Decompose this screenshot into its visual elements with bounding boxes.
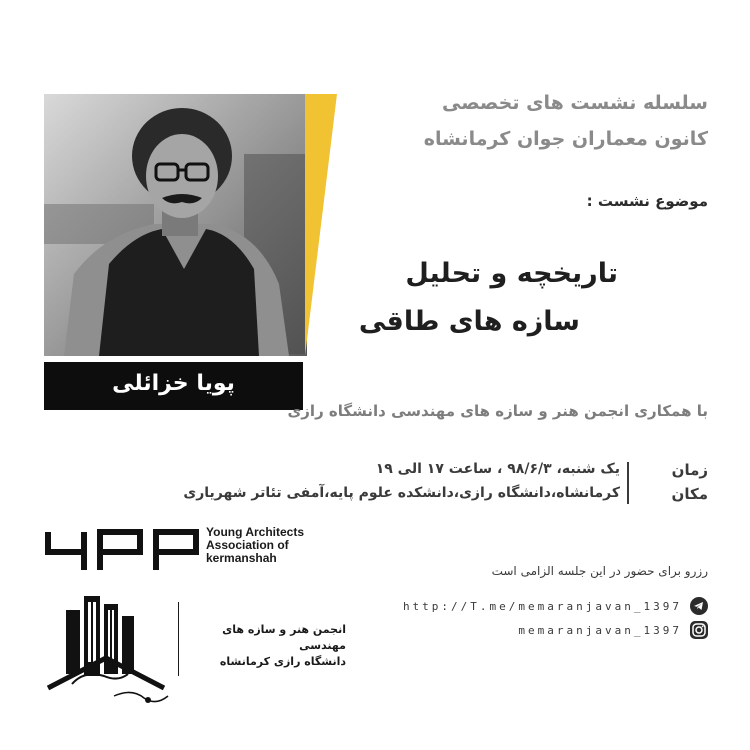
yak-logo-mark <box>44 528 204 572</box>
place-label: مکان <box>671 485 708 503</box>
schedule-divider <box>627 462 629 504</box>
association-name <box>186 622 346 670</box>
association-logo <box>44 592 174 712</box>
instagram-contact[interactable] <box>518 620 708 640</box>
yak-english-line-1: Young Architects <box>206 525 305 539</box>
topic-title-line-2: سازه های طاقی <box>358 306 580 337</box>
instagram-handle[interactable]: memaranjavan_1397 <box>518 623 682 637</box>
time-value: یک شنبه، ۹۸/۶/۳ ، ساعت ۱۷ الی ۱۹ <box>375 461 620 477</box>
yak-english-line-2: Association of <box>206 538 289 552</box>
yak-english-name <box>206 526 304 565</box>
speaker-name: پویا خزائلی <box>112 371 235 396</box>
accent-triangle <box>305 94 337 356</box>
telegram-link[interactable]: http://T.me/memaranjavan_1397 <box>402 599 682 613</box>
association-divider <box>178 602 179 676</box>
telegram-icon <box>690 597 708 615</box>
instagram-icon <box>690 621 708 639</box>
telegram-contact[interactable] <box>403 596 708 616</box>
reservation-notice: رزرو برای حضور در این جلسه الزامی است <box>491 564 708 578</box>
association-name-line-1: انجمن هنر و سازه های مهندسی <box>222 623 346 652</box>
time-label: زمان <box>671 461 708 479</box>
topic-title-line-1: تاریخچه و تحلیل <box>405 258 618 289</box>
place-value: کرمانشاه،دانشگاه رازی،دانشکده علوم پایه،آمفی تئاتر شهریاری <box>183 485 620 501</box>
speaker-name-bar <box>44 362 303 410</box>
series-title: سلسله نشست های تخصصی <box>441 92 708 114</box>
yak-english-line-3: kermanshah <box>206 551 277 565</box>
speaker-portrait-image <box>44 94 307 356</box>
topic-label: موضوع نشست : <box>586 192 708 210</box>
organizer-title: کانون معماران جوان کرمانشاه <box>423 128 708 150</box>
association-name-line-2: دانشگاه رازی کرمانشاه <box>219 655 346 668</box>
cooperation-text: با همکاری انجمن هنر و سازه های مهندسی دانشگاه رازی <box>287 402 708 420</box>
speaker-photo <box>44 94 307 356</box>
